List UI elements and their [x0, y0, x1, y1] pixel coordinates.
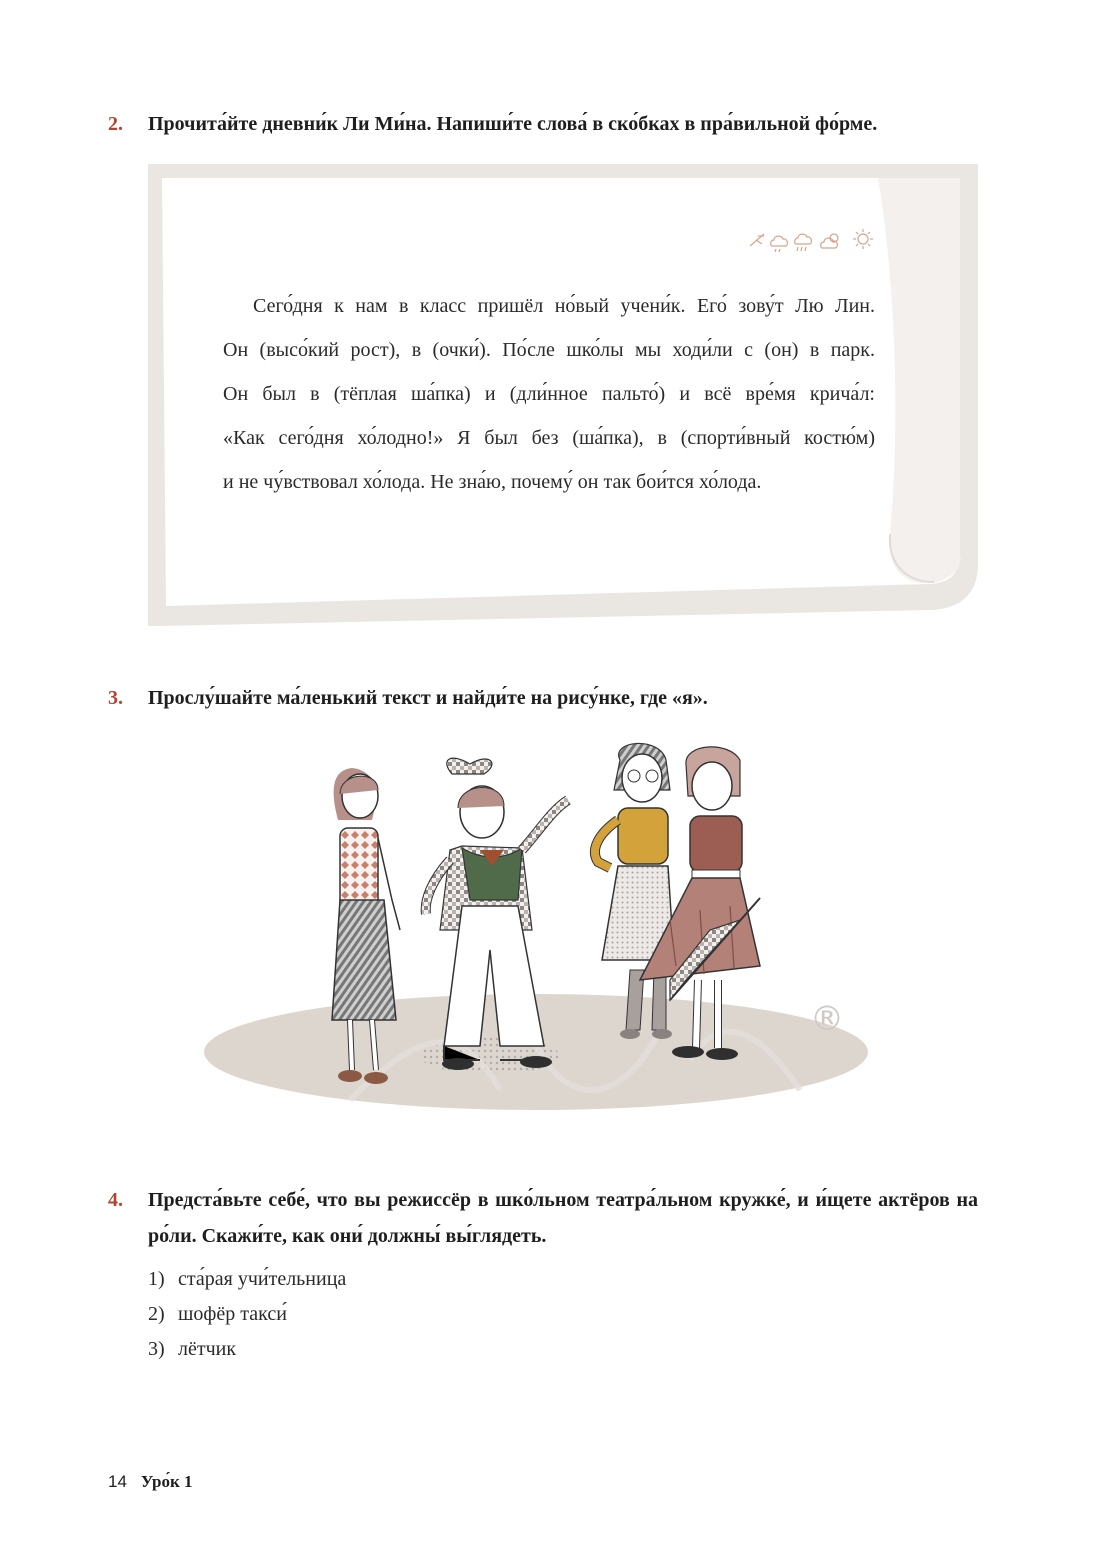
list-item-text: лётчик — [178, 1338, 237, 1360]
exercise-instruction: Прослу́шайте ма́ленький текст и найди́те на рису́нке, где «я». — [148, 687, 708, 709]
list-item-text: шофёр такси́ — [178, 1303, 287, 1325]
exercise-4-heading — [108, 1182, 988, 1254]
diary-line: «Как сего́дня хо́лодно!» Я был без (ша́пка), в (спорти́вный костю́м) — [223, 427, 875, 449]
exercise-2-heading — [108, 106, 988, 142]
diary-card — [148, 164, 978, 626]
exercise-instruction: Предста́вьте себе́, что вы режиссёр в шко́льном театра́льном кружке́, и и́щете актёров на ро́ли. Скажи́те, как они́ должны́ вы́глядеть. — [148, 1189, 978, 1247]
list-item-text: ста́рая учи́тельница — [178, 1268, 347, 1290]
diary-line: и не чу́вствовал хо́лода. Не зна́ю, почему́ он так бои́тся хо́лода. — [223, 471, 762, 493]
diary-line: Он был в (тёплая ша́пка) и (дли́нное пальто́) и всё вре́мя крича́л: — [223, 383, 875, 405]
list-item — [148, 1262, 346, 1297]
exercise-instruction: Прочита́йте дневни́к Ли Ми́на. Напиши́те слова́ в ско́бках в пра́вильной фо́рме. — [148, 113, 878, 135]
diary-line: Сего́дня к нам в класс пришёл но́вый учени́к. Его́ зову́т Лю Лин. — [253, 295, 875, 317]
watermark-icon: ® — [810, 999, 844, 1039]
list-item — [148, 1297, 346, 1332]
weather-icons — [748, 226, 888, 252]
sun-icon — [853, 229, 873, 249]
exercise-number: 4. — [108, 1189, 123, 1211]
list-item-number: 3) — [148, 1338, 165, 1360]
exercise-number: 2. — [108, 113, 123, 135]
rain-cloud-icon — [795, 234, 812, 251]
exercise-3-heading — [108, 680, 988, 716]
girl-3 — [595, 743, 674, 1039]
diary-line: Он (высо́кий рост), в (очки́). По́сле шко́лы мы ходи́ли с (он) в парк. — [223, 339, 875, 361]
cloud-icon — [771, 236, 788, 252]
list-item-number: 1) — [148, 1268, 165, 1290]
role-list — [148, 1262, 346, 1367]
diary-text — [223, 284, 875, 504]
lesson-label: Уро́к 1 — [140, 1472, 193, 1491]
four-girls-illustration — [200, 730, 880, 1150]
partly-cloudy-icon — [821, 234, 838, 248]
list-item-number: 2) — [148, 1303, 165, 1325]
page-footer — [108, 1472, 193, 1492]
list-item — [148, 1332, 346, 1367]
exercise-number: 3. — [108, 687, 123, 709]
wind-icon — [750, 234, 764, 246]
page-number: 14 — [108, 1472, 127, 1491]
